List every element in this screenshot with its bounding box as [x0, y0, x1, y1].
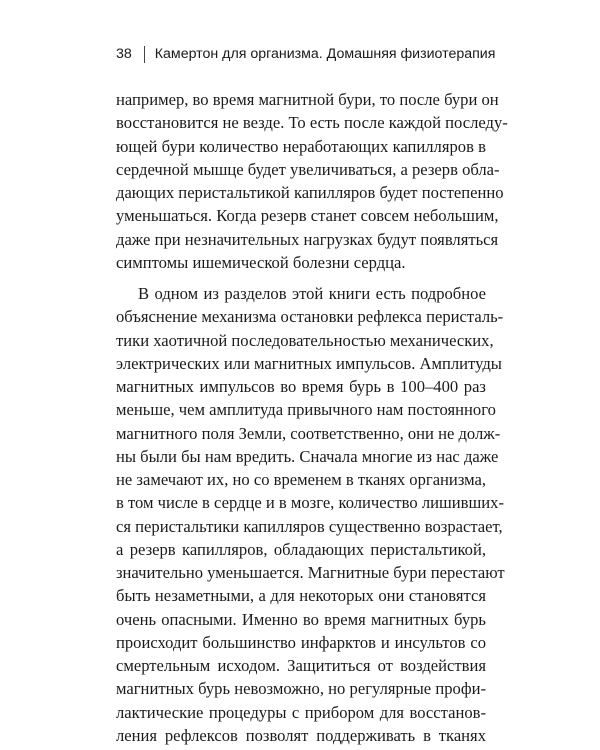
- text-line: ющей бури количество неработающих капилляров в: [116, 136, 486, 156]
- text-line: ны были бы нам вредить. Сначала многие из нас даже: [116, 446, 499, 466]
- text-line: уменьшаться. Когда резерв станет совсем небольшим,: [116, 206, 499, 226]
- text-line: в том числе в сердце и в мозге, количество лишивших-: [116, 493, 504, 513]
- text-line: магнитных бурь невозможно, но регулярные профи-: [116, 679, 486, 699]
- text-line: ления рефлексов позволят поддерживать в тканях: [116, 725, 486, 745]
- paragraph-1: [116, 88, 508, 274]
- text-line: восстановится не везде. То есть после каждой последу-: [116, 113, 508, 133]
- text-line: лактические процедуры с прибором для восстанов-: [116, 702, 486, 722]
- page-header: [116, 44, 495, 64]
- text-line: тики хаотичной последовательностью механических,: [116, 330, 494, 350]
- text-line: не замечают их, но со временем в тканях организма,: [116, 470, 487, 489]
- text-line: В одном из разделов этой книги есть подробное: [138, 284, 486, 303]
- text-line: магнитного поля Земли, соответственно, они не долж-: [116, 423, 501, 443]
- body-text: [116, 88, 508, 747]
- text-line: сердечной мышце будет увеличиваться, а резерв обла-: [116, 159, 500, 179]
- text-line: ся перистальтики капилляров существенно возрастает,: [116, 516, 503, 536]
- paragraph-2: [116, 282, 505, 747]
- text-line: дающих перистальтикой капилляров будет постепенно: [116, 183, 504, 202]
- paragraph-gap: [116, 274, 486, 282]
- text-line: например, во время магнитной бури, то после бури он: [116, 90, 499, 109]
- text-line: магнитных импульсов во время бурь в 100–400 раз: [116, 377, 486, 396]
- text-line: значительно уменьшается. Магнитные бури перестают: [116, 563, 505, 582]
- text-line: смертельным исходом. Защититься от воздействия: [116, 656, 486, 675]
- text-line: быть незаметными, а для некоторых они становятся: [116, 586, 486, 606]
- header-divider: [144, 46, 145, 63]
- page-number: 38: [116, 46, 132, 62]
- text-line: а резерв капилляров, обладающих перистальтикой,: [116, 539, 486, 559]
- text-line: происходит большинство инфарктов и инсультов со: [116, 632, 486, 652]
- text-line: электрических или магнитных импульсов. Амплитуды: [116, 353, 502, 373]
- text-line: очень опасными. Именно во время магнитных бурь: [116, 609, 486, 629]
- text-line: меньше, чем амплитуда привычного нам постоянного: [116, 400, 496, 420]
- running-title: Камертон для организма. Домашняя физиотерапия: [154, 46, 496, 62]
- text-line: симптомы ишемической болезни сердца.: [116, 252, 406, 272]
- text-line: объяснение механизма остановки рефлекса перисталь-: [116, 307, 504, 327]
- text-line: даже при незначительных нагрузках будут появляться: [116, 229, 499, 249]
